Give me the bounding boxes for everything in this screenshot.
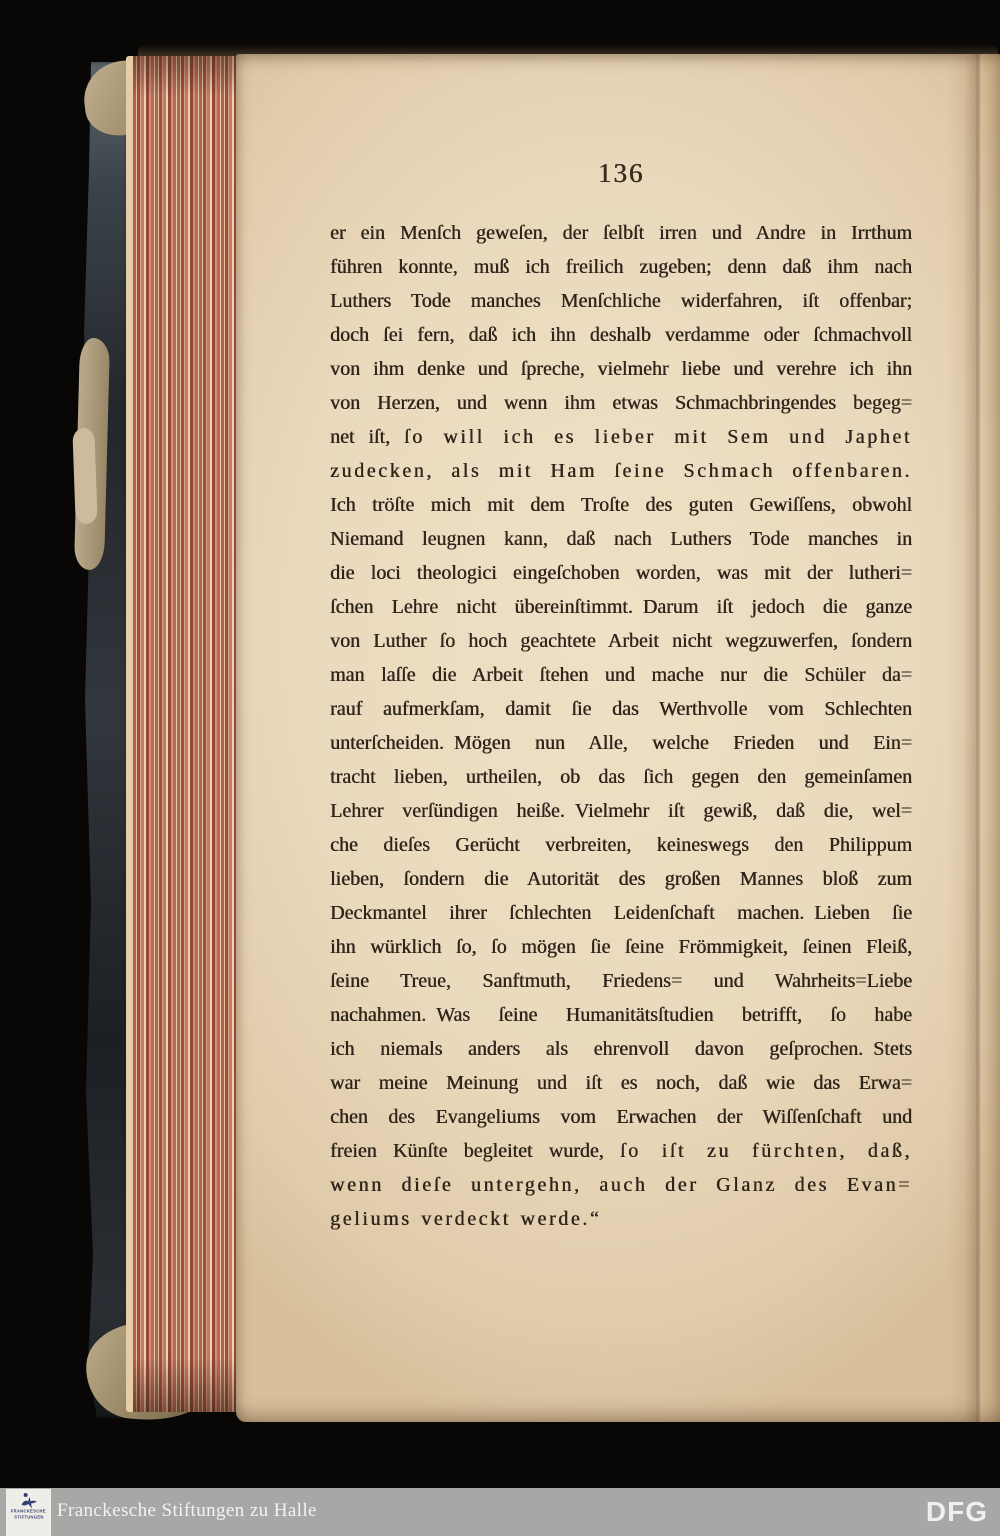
text-segment: Luthers Tode manches Menſchliche widerfahren, iſt offenbar;	[330, 290, 912, 312]
text-line	[330, 590, 912, 624]
text-line	[330, 216, 912, 250]
text-segment: Ich tröſte mich mit dem Troſte des guten Gewiſſens, obwohl	[330, 494, 912, 516]
text-segment: war meine Meinung und iſt es noch, daß wie das Erwa=	[330, 1072, 912, 1094]
text-segment: unterſcheiden. Mögen nun Alle, welche Frieden und Ein=	[330, 732, 912, 754]
footer-bar	[0, 1488, 1000, 1536]
text-line	[330, 998, 912, 1032]
text-segment: ſchen Lehre nicht übereinſtimmt. Darum iſt jedoch die ganze	[330, 596, 912, 618]
text-segment: lieben, ſondern die Autorität des großen Mannes bloß zum	[330, 868, 912, 890]
text-line	[330, 658, 912, 692]
text-segment: rauf aufmerkſam, damit ſie das Werthvolle vom Schlechten	[330, 698, 912, 720]
text-line	[330, 1134, 912, 1168]
eagle-sun-icon	[19, 1492, 39, 1509]
text-line	[330, 522, 912, 556]
book-page	[236, 54, 1000, 1422]
book-cover-edge	[82, 62, 132, 1418]
text-line	[330, 624, 912, 658]
text-line	[330, 862, 912, 896]
text-segment: man laſſe die Arbeit ſtehen und mache nur die Schüler da=	[330, 664, 912, 686]
text-line	[330, 1168, 912, 1202]
text-segment: Lehrer verſündigen heiße. Vielmehr iſt gewiß, daß die, wel=	[330, 800, 912, 822]
text-segment: geliums verdeckt werde.“	[330, 1208, 602, 1230]
page-text	[330, 216, 912, 1236]
footer-institution-title[interactable]: Franckesche Stiftungen zu Halle	[57, 1500, 317, 1521]
text-segment: che dieſes Gerücht verbreiten, keineswegs den Philippum	[330, 834, 912, 856]
text-segment: nachahmen. Was ſeine Humanitätsſtudien betrifft, ſo habe	[330, 1004, 912, 1026]
text-segment: zudecken, als mit Ham ſeine Schmach offenbaren.	[330, 460, 912, 482]
text-segment: führen konnte, muß ich freilich zugeben; denn daß ihm nach	[330, 256, 912, 278]
text-segment: chen des Evangeliums vom Erwachen der Wiſſenſchaft und	[330, 1106, 912, 1128]
text-line	[330, 1202, 912, 1236]
text-line	[330, 352, 912, 386]
text-segment: von ihm denke und ſpreche, vielmehr liebe und verehre ich ihn	[330, 358, 912, 380]
text-line	[330, 1066, 912, 1100]
text-line	[330, 454, 912, 488]
text-line	[330, 964, 912, 998]
text-line	[330, 760, 912, 794]
text-segment: von Herzen, und wenn ihm etwas Schmachbringendes begeg=	[330, 392, 912, 414]
text-line	[330, 488, 912, 522]
text-segment: Deckmantel ihrer ſchlechten Leidenſchaft machen. Lieben ſie	[330, 902, 912, 924]
text-segment: ſo iſt zu fürchten, daß,	[619, 1140, 913, 1162]
dfg-logo[interactable]: DFG	[925, 1496, 988, 1527]
text-segment: tracht lieben, urtheilen, ob das ſich gegen den gemeinſamen	[330, 766, 912, 788]
text-line	[330, 250, 912, 284]
logo-text-line2: STIFTUNGEN	[13, 1515, 44, 1520]
text-segment: ſo will ich es lieber mit Sem und Japhet	[403, 426, 912, 448]
page-number: 136	[597, 158, 645, 188]
text-segment: ich niemals anders als ehrenvoll davon geſprochen. Stets	[330, 1038, 912, 1060]
text-line	[330, 794, 912, 828]
text-line	[330, 828, 912, 862]
text-segment: die loci theologici eingeſchoben worden, was mit der lutheri=	[330, 562, 912, 584]
text-line	[330, 556, 912, 590]
book-cover-tear	[72, 428, 97, 525]
text-segment: von Luther ſo hoch geachtete Arbeit nicht wegzuwerfen, ſondern	[330, 630, 912, 652]
text-line	[330, 318, 912, 352]
text-line	[330, 692, 912, 726]
text-segment: freien Künſte begleitet wurde,	[330, 1140, 620, 1162]
text-line	[330, 726, 912, 760]
text-line	[330, 1100, 912, 1134]
text-line	[330, 386, 912, 420]
logo-text-line1: FRANCKESCHE	[10, 1509, 47, 1514]
page-gutter-shadow	[948, 54, 1000, 1422]
text-segment: er ein Menſch geweſen, der ſelbſt irren und Andre in Irrthum	[330, 222, 912, 244]
text-segment: net iſt,	[330, 426, 404, 448]
text-segment: doch ſei fern, daß ich ihn deshalb verdamme oder ſchmachvoll	[330, 324, 912, 346]
text-segment: ſeine Treue, Sanftmuth, Friedens= und Wahrheits=Liebe	[330, 970, 912, 992]
book-fore-edge-pages	[126, 56, 249, 1412]
text-line	[330, 930, 912, 964]
text-line	[330, 284, 912, 318]
text-line	[330, 420, 912, 454]
text-segment: ihn würklich ſo, ſo mögen ſie ſeine Frömmigkeit, ſeinen Fleiß,	[330, 936, 912, 958]
text-segment: wenn dieſe untergehn, auch der Glanz des Evan=	[330, 1174, 912, 1196]
franckesche-logo[interactable]	[6, 1489, 51, 1536]
text-line	[330, 1032, 912, 1066]
text-segment: Niemand leugnen kann, daß nach Luthers Tode manches in	[330, 528, 912, 550]
text-line	[330, 896, 912, 930]
